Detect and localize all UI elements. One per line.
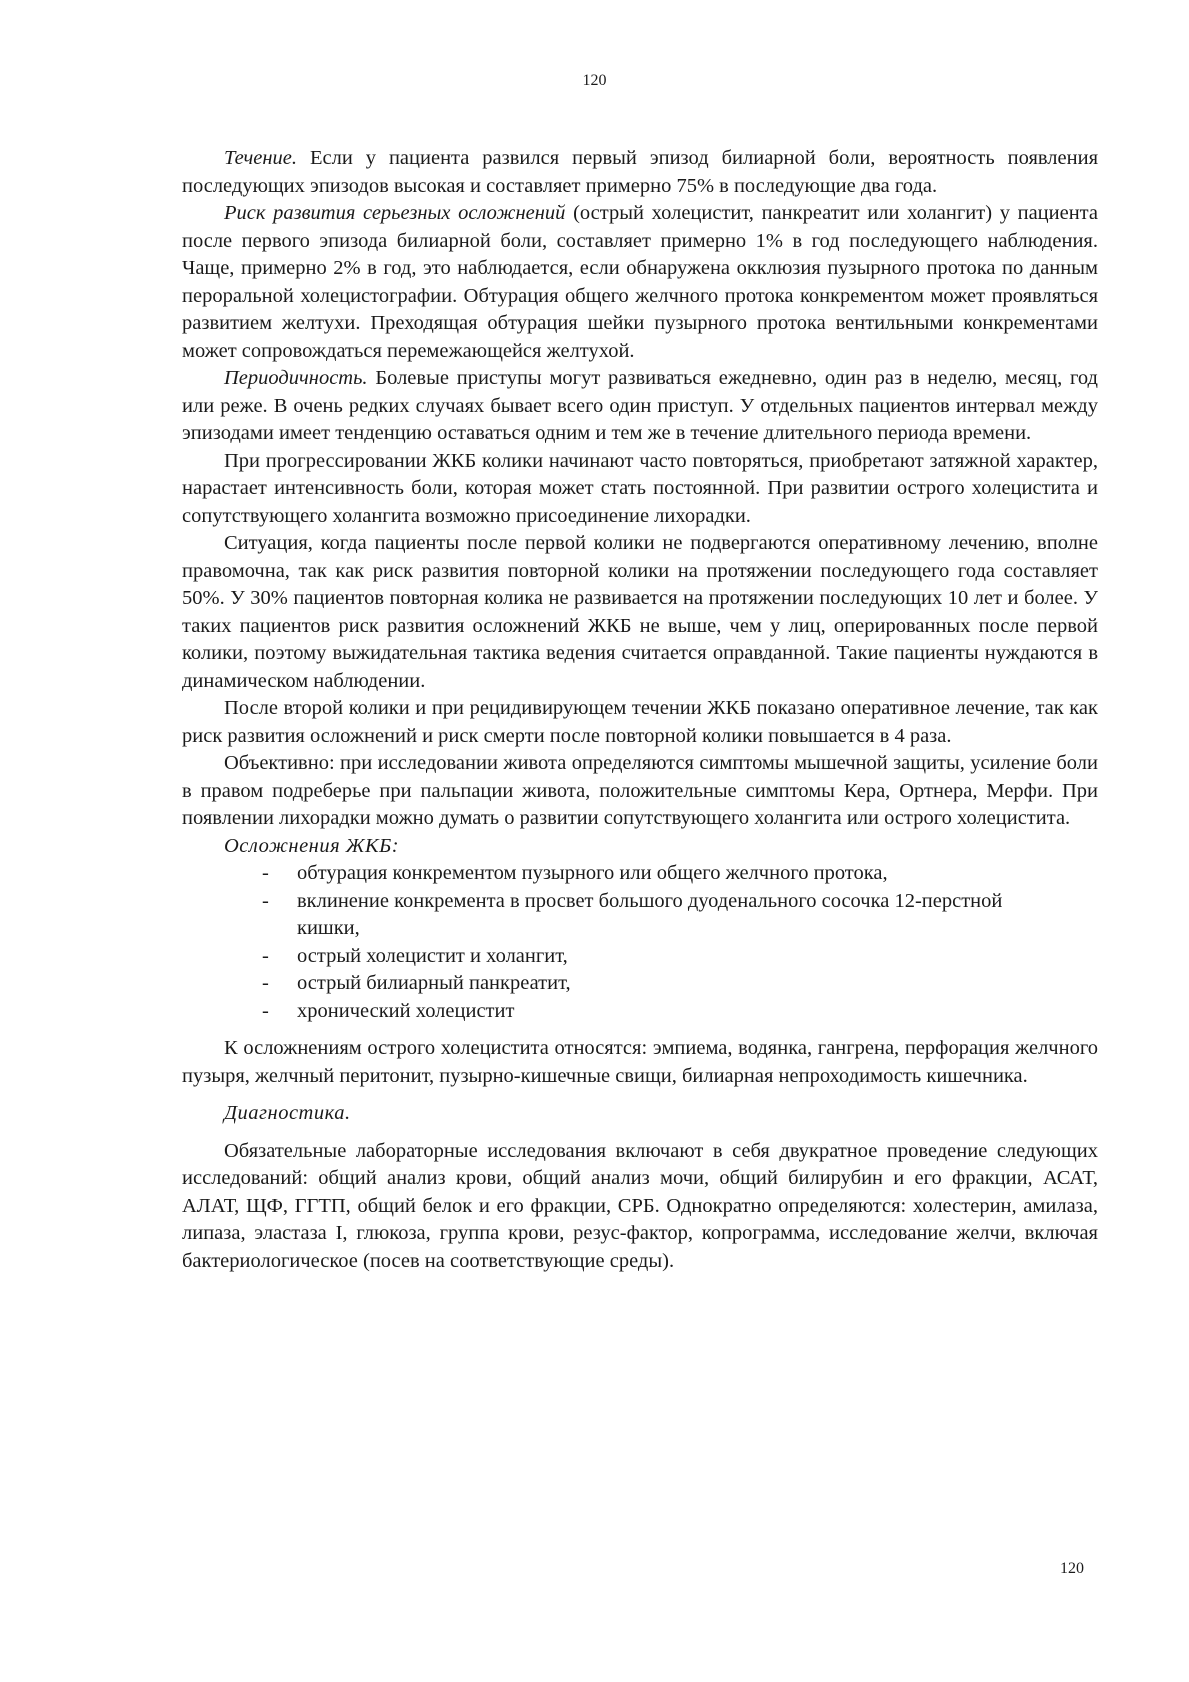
list-item-text: вклинение конкремента в просвет большого дуоденального сосочка 12-перстной кишки, xyxy=(297,889,1003,939)
paragraph-complication-risk-lead: Риск развития серьезных осложнений xyxy=(224,202,566,224)
page-number-bottom: 120 xyxy=(1060,1560,1084,1577)
paragraph-complication-risk-text: (острый холецистит, панкреатит или холангит) у пациента после первого эпизода билиарной боли, составляет примерно 1% в год последующего наблюдения. Чаще, примерно 2% в год, это наблюдается, если обнаружена окклюзия пузырного протока по данным пероральной холецистографии. Обтурация общего желчного протока конкрементом может проявляться развитием желтухи. Преходящая обтурация шейки пузырного протока вентильными конкрементами может сопровождаться перемежающейся желтухой. xyxy=(182,202,1098,362)
list-item-text: острый билиарный панкреатит, xyxy=(297,972,571,994)
paragraph-objective: Объективно: при исследовании живота определяются симптомы мышечной защиты, усиление боли в правом подреберье при пальпации живота, положительные симптомы Кера, Ортнера, Мерфи. При появлении лихорадки можно думать о развитии сопутствующего холангита или острого холецистита. xyxy=(182,752,1098,829)
page-number-top: 120 xyxy=(582,72,607,89)
list-item-text: острый холецистит и холангит, xyxy=(297,944,568,967)
list-dash: - xyxy=(262,889,269,912)
paragraph-progression: При прогрессировании ЖКБ колики начинают часто повторяться, приобретают затяжной характер, нарастает интенсивность боли, которая может стать постоянной. При развитии острого холецистита и сопутствующего холангита возможно присоединение лихорадки. xyxy=(182,449,1098,527)
list-item xyxy=(182,888,1098,943)
spacer xyxy=(182,1128,1098,1138)
paragraph-periodicity xyxy=(182,365,1098,448)
list-item xyxy=(182,998,1098,1026)
paragraph-periodicity-lead: Периодичность. xyxy=(224,367,368,389)
list-dash: - xyxy=(262,862,269,884)
list-item xyxy=(182,860,1098,888)
spacer xyxy=(182,1025,1098,1035)
paragraph-complication-risk xyxy=(182,200,1098,365)
list-dash: - xyxy=(262,999,269,1022)
list-dash: - xyxy=(262,972,269,994)
list-item-text: хронический холецистит xyxy=(297,999,515,1022)
paragraph-course-lead: Течение. xyxy=(224,147,298,169)
spacer xyxy=(182,1090,1098,1100)
list-item xyxy=(182,970,1098,998)
paragraph-second-colic: После второй колики и при рецидивирующем течении ЖКБ показано оперативное лечение, так как риск развития осложнений и риск смерти после повторной колики повышается в 4 раза. xyxy=(182,697,1098,747)
diagnostics-heading: Диагностика. xyxy=(224,1102,351,1124)
paragraph-course xyxy=(182,145,1098,200)
paragraph-periodicity-text: Болевые приступы могут развиваться ежедневно, один раз в неделю, месяц, год или реже. В очень редких случаях бывает всего один приступ. У отдельных пациентов интервал между эпизодами имеет тенденцию оставаться одним и тем же в течение длительного периода времени. xyxy=(182,367,1098,444)
page-body xyxy=(182,145,1098,1275)
paragraph-acute-complications: К осложнениям острого холецистита относятся: эмпиема, водянка, гангрена, перфорация желчного пузыря, желчный перитонит, пузырно-кишечные свищи, билиарная непроходимость кишечника. xyxy=(182,1037,1098,1087)
complications-heading: Осложнения ЖКБ: xyxy=(224,834,400,857)
list-item-text: обтурация конкрементом пузырного или общего желчного протока, xyxy=(297,862,888,884)
paragraph-course-text: Если у пациента развился первый эпизод билиарной боли, вероятность появления последующих эпизодов высокая и составляет примерно 75% в последующие два года. xyxy=(182,147,1098,197)
paragraph-diagnostics: Обязательные лабораторные исследования включают в себя двукратное проведение следующих исследований: общий анализ крови, общий анализ мочи, общий билирубин и его фракции, АСАТ, АЛАТ, ЩФ, ГГТП, общий белок и его фракции, СРБ. Однократно определяются: холестерин, амилаза, липаза, эластаза I, глюкоза, группа крови, резус-фактор, копрограмма, исследование желчи, включая бактериологическое (посев на соответствующие среды). xyxy=(182,1139,1098,1272)
paragraph-first-colic: Ситуация, когда пациенты после первой колики не подвергаются оперативному лечению, вполне правомочна, так как риск развития повторной колики на протяжении последующего года составляет 50%. У 30% пациентов повторная колика не развивается на протяжении последующих 10 лет и более. У таких пациентов риск развития осложнений ЖКБ не выше, чем у лиц, оперированных после первой колики, поэтому выжидательная тактика ведения считается оправданной. Такие пациенты нуждаются в динамическом наблюдении. xyxy=(182,532,1098,692)
list-item xyxy=(182,943,1098,971)
list-dash: - xyxy=(262,944,269,967)
complications-list xyxy=(182,860,1098,1025)
